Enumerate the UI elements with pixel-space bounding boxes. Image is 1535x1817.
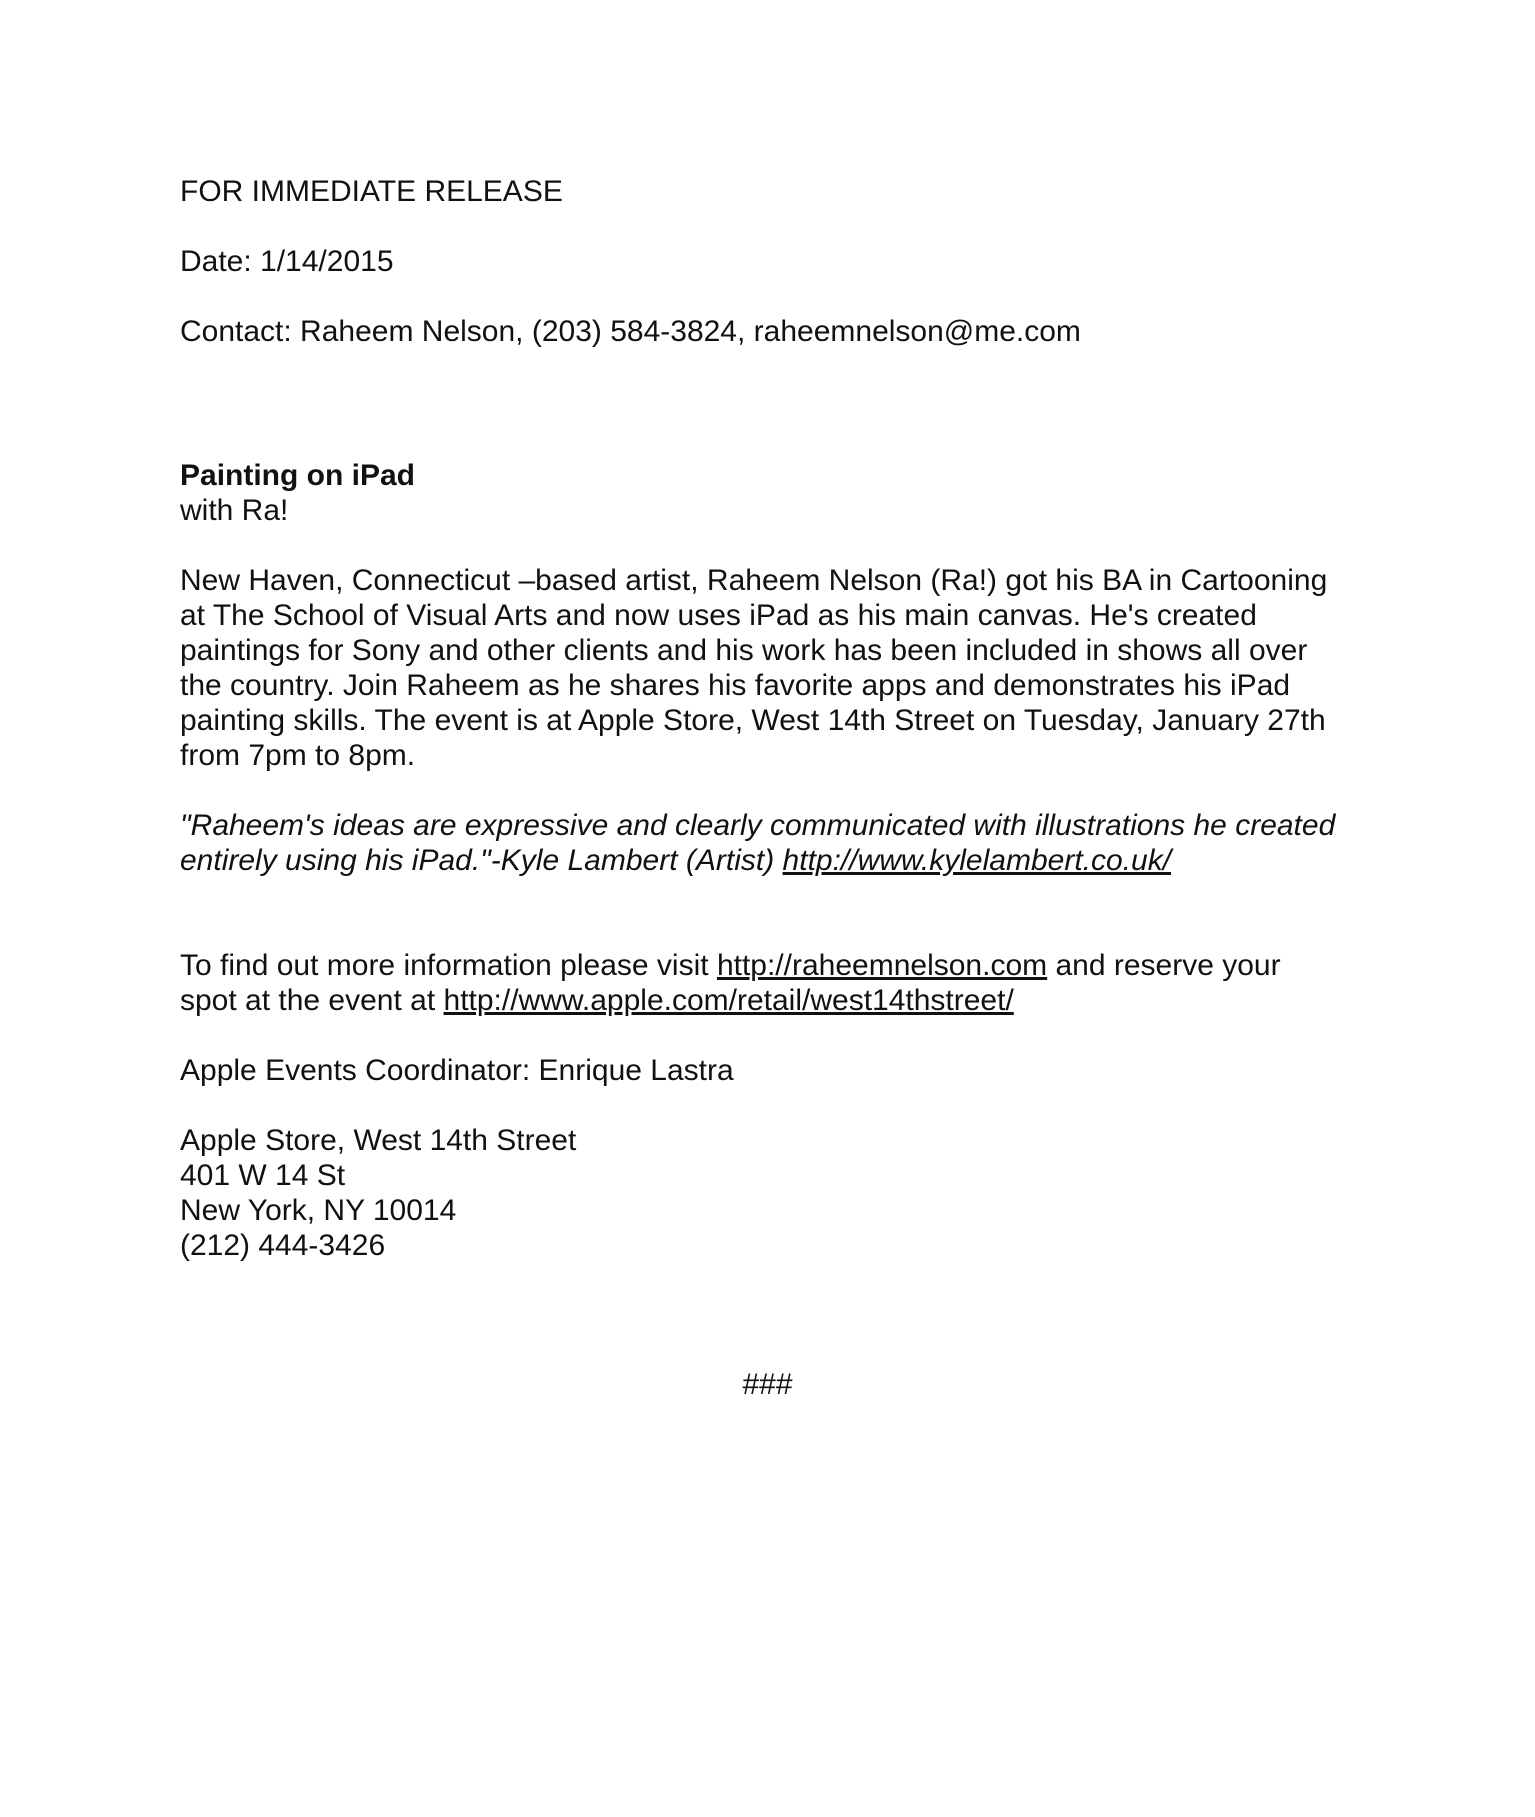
headline-title: Painting on iPad xyxy=(180,459,416,492)
testimonial-quote xyxy=(180,808,1335,878)
body-paragraph xyxy=(180,563,1327,773)
body-line: painting skills. The event is at Apple Store, West 14th Street on Tuesday, January 27th xyxy=(180,704,1326,737)
info-line xyxy=(180,983,1281,1018)
quote-attribution: entirely using his iPad."-Kyle Lambert (Artist) xyxy=(180,844,783,877)
quote-line: "Raheem's ideas are expressive and clearly communicated with illustrations he created xyxy=(180,809,1336,842)
body-line: at The School of Visual Arts and now uses iPad as his main canvas. He's created xyxy=(180,599,1257,632)
body-line: from 7pm to 8pm. xyxy=(180,739,416,772)
body-line: the country. Join Raheem as he shares his favorite apps and demonstrates his iPad xyxy=(180,669,1291,702)
apple-store-link[interactable]: http://www.apple.com/retail/west14thstreet/ xyxy=(443,984,1014,1017)
info-paragraph xyxy=(180,948,1281,1018)
kylelambert-link[interactable]: http://www.kylelambert.co.uk/ xyxy=(782,844,1172,877)
contact-line: Contact: Raheem Nelson, (203) 584-3824, raheemnelson@me.com xyxy=(180,315,1081,348)
store-address xyxy=(180,1123,576,1263)
raheemnelson-link[interactable]: http://raheemnelson.com xyxy=(716,949,1048,982)
address-line: Apple Store, West 14th Street xyxy=(180,1124,577,1157)
end-mark: ### xyxy=(742,1368,793,1401)
body-line: New Haven, Connecticut –based artist, Raheem Nelson (Ra!) got his BA in Cartooning xyxy=(180,564,1328,597)
info-line xyxy=(180,948,1281,983)
release-label: FOR IMMEDIATE RELEASE xyxy=(180,175,563,208)
info-text: To find out more information please visit xyxy=(180,949,717,982)
info-text: spot at the event at xyxy=(180,984,444,1017)
release-date: Date: 1/14/2015 xyxy=(180,245,394,278)
quote-line xyxy=(180,843,1335,878)
coordinator-line: Apple Events Coordinator: Enrique Lastra xyxy=(180,1054,734,1087)
info-text: and reserve your xyxy=(1047,949,1281,982)
headline-subtitle: with Ra! xyxy=(180,494,289,527)
body-line: paintings for Sony and other clients and his work has been included in shows all over xyxy=(180,634,1308,667)
address-line: 401 W 14 St xyxy=(180,1159,346,1192)
address-line: New York, NY 10014 xyxy=(180,1194,457,1227)
address-line: (212) 444-3426 xyxy=(180,1229,386,1262)
